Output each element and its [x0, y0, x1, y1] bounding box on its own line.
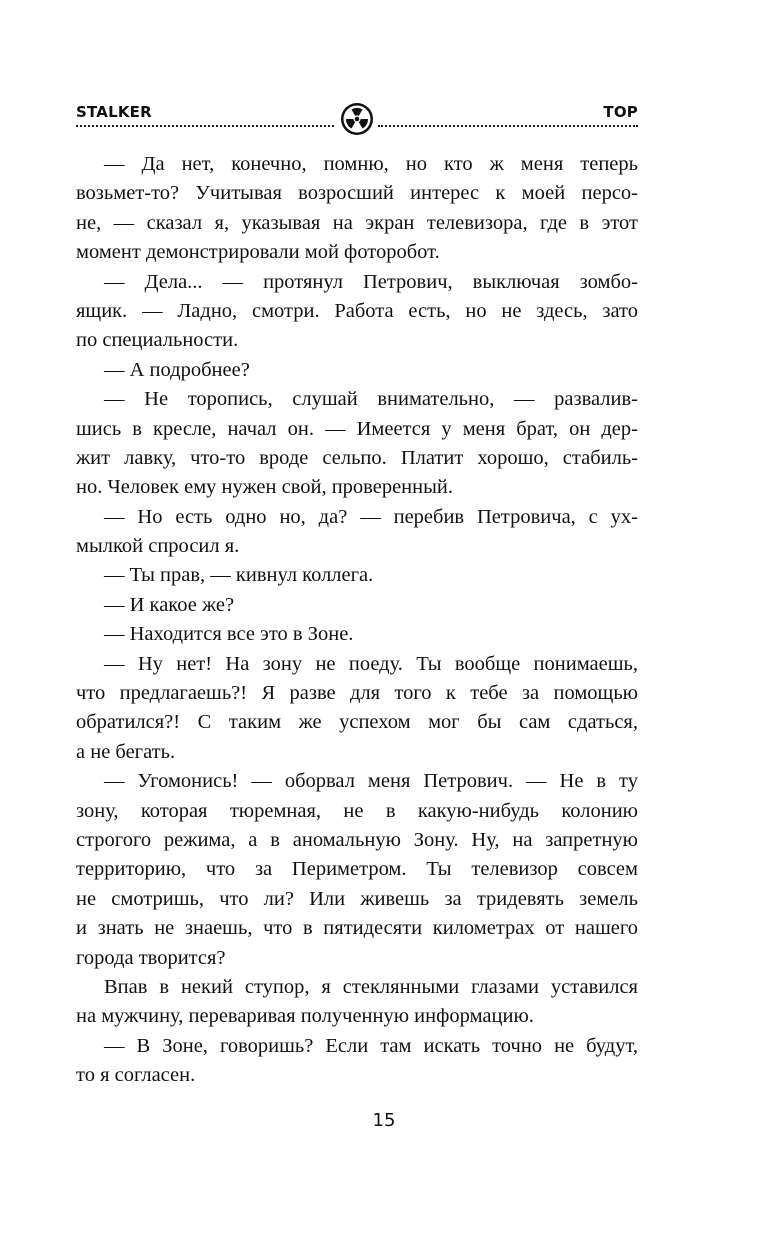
- text-line: возьмет-то? Учитывая возросший интерес к моей персо-: [76, 182, 638, 205]
- text-line: зону, которая тюремная, не в какую-нибудь колонию: [76, 799, 638, 822]
- text-line: на мужчину, переваривая полученную информацию.: [76, 1005, 534, 1028]
- text-line: — Находится все это в Зоне.: [104, 623, 354, 646]
- running-header: [76, 100, 638, 140]
- text-line: — Не торопись, слушай внимательно, — развалив-: [104, 388, 638, 411]
- text-line: ящик. — Ладно, смотри. Работа есть, но не здесь, зато: [76, 299, 638, 322]
- text-line: а не бегать.: [76, 740, 176, 763]
- series-label: TOP: [603, 103, 638, 121]
- text-line: — Да нет, конечно, помню, но кто ж меня теперь: [104, 153, 638, 175]
- text-line: обратился?! С таким же успехом мог бы сам сдаться,: [76, 711, 638, 734]
- text-line: жит лавку, что-то вроде сельпо. Платит хорошо, стабиль-: [76, 446, 638, 469]
- series-title: STALKER: [76, 103, 152, 121]
- text-line: — В Зоне, говоришь? Если там искать точно не будут,: [104, 1034, 638, 1057]
- text-line: и знать не знаешь, что в пятидесяти километрах от нашего: [76, 917, 638, 940]
- text-line: строгого режима, а в аномальную Зону. Ну, на запретную: [76, 828, 638, 851]
- text-line: то я согласен.: [76, 1064, 196, 1087]
- text-line: не, — сказал я, указывая на экран телевизора, где в этот: [76, 211, 638, 234]
- text-line: — И какое же?: [104, 593, 235, 616]
- text-line: — Ты прав, — кивнул коллега.: [104, 564, 374, 587]
- text-line: — Дела... — протянул Петрович, выключая зомбо-: [104, 270, 638, 293]
- text-line: — Угомонись! — оборвал меня Петрович. — Не в ту: [104, 770, 638, 793]
- text-line: — Ну нет! На зону не поеду. Ты вообще понимаешь,: [104, 652, 638, 675]
- text-line: не смотришь, что ли? Или живешь за тридевять земель: [76, 887, 638, 910]
- text-line: — Но есть одно но, да? — перебив Петровича, с ух-: [104, 505, 638, 528]
- text-line: что предлагаешь?! Я разве для того к тебе за помощью: [76, 682, 638, 705]
- text-line: — А подробнее?: [104, 358, 250, 381]
- text-line: города творится?: [76, 946, 226, 969]
- body-text: [76, 150, 638, 1091]
- text-line: шись в кресле, начал он. — Имеется у меня брат, он дер-: [76, 417, 638, 440]
- text-line: мылкой спросил я.: [76, 535, 240, 558]
- radiation-icon: [340, 102, 374, 136]
- page-number: 15: [372, 1110, 396, 1131]
- text-line: по специальности.: [76, 329, 239, 352]
- text-line: Впав в некий ступор, я стеклянными глазами уставился: [104, 975, 638, 998]
- dotted-rule-left: [76, 125, 334, 127]
- text-line: территорию, что за Периметром. Ты телевизор совсем: [76, 858, 638, 881]
- dotted-rule-right: [378, 125, 638, 127]
- text-line: момент демонстрировали мой фоторобот.: [76, 241, 440, 264]
- text-line: но. Человек ему нужен свой, проверенный.: [76, 476, 453, 499]
